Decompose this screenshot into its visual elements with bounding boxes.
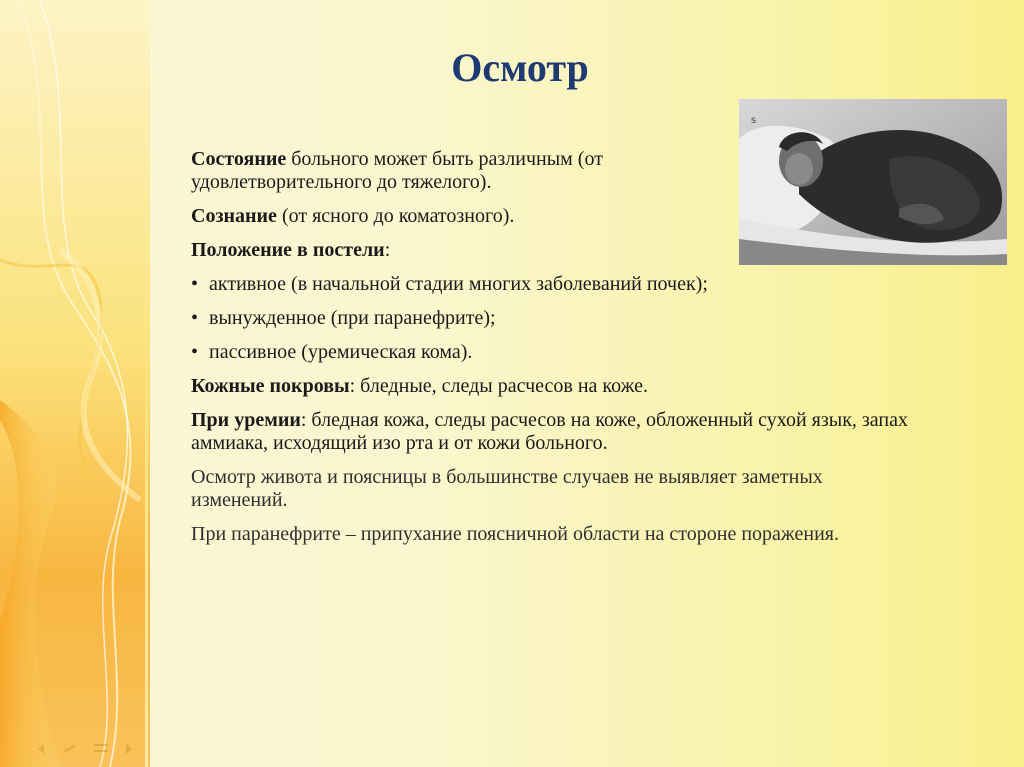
uremia-text: : бледная кожа, следы расчесов на коже, обложенный сухой язык, запах аммиака, исходящий изо рта и от кожи больного. xyxy=(191,409,909,454)
list-item xyxy=(191,273,951,296)
bullet-dot: • xyxy=(191,307,199,329)
bullet-text: вынужденное (при паранефрите); xyxy=(209,307,496,329)
menu-icon[interactable] xyxy=(94,744,108,752)
slide-content xyxy=(191,148,951,557)
consciousness-text: (от ясного до коматозного). xyxy=(276,205,515,227)
consciousness-paragraph xyxy=(191,205,951,228)
slide-title: Осмотр xyxy=(451,45,589,90)
uremia-paragraph xyxy=(191,409,931,455)
prev-arrow-icon[interactable] xyxy=(32,744,44,754)
svg-text:s: s xyxy=(751,115,756,126)
pen-icon[interactable] xyxy=(62,745,75,754)
position-paragraph xyxy=(191,239,951,262)
skin-term: Кожные покровы xyxy=(191,375,350,397)
consciousness-term: Сознание xyxy=(191,205,277,227)
paranephritis-paragraph: При паранефрите – припухание поясничной области на стороне поражения. xyxy=(191,523,839,545)
bullet-dot: • xyxy=(191,273,199,295)
skin-paragraph xyxy=(191,375,951,398)
bullet-dot: • xyxy=(191,341,199,363)
left-decoration xyxy=(0,0,150,767)
list-item xyxy=(191,307,951,330)
skin-text: : бледные, следы расчесов на коже. xyxy=(349,375,649,397)
state-text: больного может быть различным (от удовлетворительного до тяжелого). xyxy=(191,148,603,193)
abdomen-paragraph: Осмотр живота и поясницы в большинстве случаев не выявляет заметных изменений. xyxy=(191,466,823,511)
bullet-text: активное (в начальной стадии многих заболеваний почек); xyxy=(209,273,708,295)
state-term: Состояние xyxy=(191,148,287,170)
position-colon: : xyxy=(384,239,391,261)
bullet-text: пассивное (уремическая кома). xyxy=(209,341,473,363)
position-term: Положение в постели xyxy=(191,239,385,261)
next-arrow-icon[interactable] xyxy=(126,744,138,754)
slide-nav-controls xyxy=(32,744,138,754)
state-paragraph xyxy=(191,148,731,194)
list-item xyxy=(191,341,951,364)
uremia-term: При уремии xyxy=(191,409,301,431)
left-divider-line xyxy=(145,0,148,767)
